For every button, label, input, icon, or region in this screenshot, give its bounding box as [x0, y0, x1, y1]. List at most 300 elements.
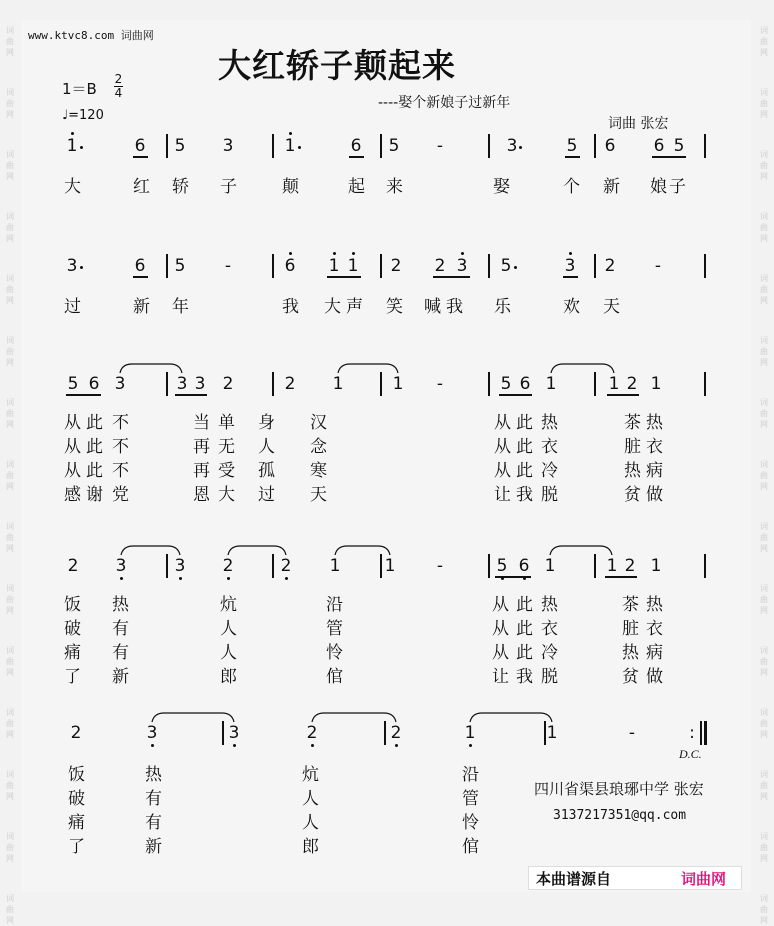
lyric-char: 个 — [563, 177, 580, 196]
eighth-underline — [652, 156, 686, 158]
lyric-char: 从 — [494, 437, 511, 456]
lyric-char: 从 — [492, 619, 509, 638]
lyric-char: 不 — [112, 413, 129, 432]
augmentation-dot — [519, 146, 522, 149]
note: 1 — [606, 556, 618, 576]
note: 1 — [650, 374, 662, 394]
lyric-char: 人 — [302, 813, 319, 832]
lyric-char: 年 — [172, 297, 189, 316]
note: 5 — [500, 374, 512, 394]
watermark-char: 词 — [6, 522, 14, 531]
lyric-char: 此 — [86, 437, 103, 456]
barline — [594, 254, 596, 278]
note: 6 — [284, 256, 296, 276]
note: 1 — [328, 256, 340, 276]
note: 5 — [388, 136, 400, 156]
lyric-char: 子 — [669, 177, 686, 196]
note: 6 — [604, 136, 616, 156]
watermark-char: 曲 — [6, 409, 14, 418]
note: - — [436, 136, 444, 156]
tempo-marking: ♩=120 — [62, 108, 104, 123]
barline — [488, 554, 490, 578]
watermark-char: 词 — [6, 770, 14, 779]
high-octave-dot — [569, 252, 572, 255]
lyric-char: 孤 — [258, 461, 275, 480]
watermark-char: 词 — [6, 584, 14, 593]
lyric-char: 做 — [646, 667, 663, 686]
lyric-char: 衣 — [541, 619, 558, 638]
note: 1 — [332, 374, 344, 394]
lyric-char: 无 — [218, 437, 235, 456]
lyric-char: 倌 — [326, 667, 343, 686]
watermark-char: 曲 — [760, 595, 768, 604]
watermark-char: 网 — [760, 48, 768, 57]
watermark-char: 词 — [6, 150, 14, 159]
barline — [380, 554, 382, 578]
watermark-char: 网 — [760, 668, 768, 677]
note: 5 — [566, 136, 578, 156]
watermark-char: 曲 — [760, 99, 768, 108]
lyric-char: 此 — [86, 413, 103, 432]
lyric-char: 不 — [112, 437, 129, 456]
lyric-char: 脏 — [624, 437, 641, 456]
lyric-char: 冷 — [541, 643, 558, 662]
lyric-char: 茶 — [624, 413, 641, 432]
lyric-char: 管 — [462, 789, 479, 808]
lyric-char: 茶 — [622, 595, 639, 614]
lyric-char: 冷 — [541, 461, 558, 480]
note: 3 — [176, 374, 188, 394]
watermark-char: 词 — [760, 460, 768, 469]
watermark-char: 网 — [760, 854, 768, 863]
low-octave-dot — [285, 577, 288, 580]
watermark-char: 网 — [760, 172, 768, 181]
note: 3 — [564, 256, 576, 276]
watermark-char: 曲 — [6, 595, 14, 604]
song-title: 大红轿子颠起来 — [218, 46, 456, 85]
lyric-char: 脱 — [541, 485, 558, 504]
right-watermark — [754, 0, 774, 925]
lyric-char: 痛 — [64, 643, 81, 662]
lyric-char: 此 — [516, 643, 533, 662]
watermark-char: 曲 — [760, 409, 768, 418]
watermark-char: 词 — [760, 26, 768, 35]
lyric-char: 病 — [646, 461, 663, 480]
note: 2 — [624, 556, 636, 576]
lyric-char: 此 — [516, 461, 533, 480]
watermark-char: 曲 — [760, 161, 768, 170]
watermark-char: 曲 — [6, 657, 14, 666]
note: 1 — [392, 374, 404, 394]
barline — [594, 372, 596, 396]
lyric-char: 当 — [193, 413, 210, 432]
barline — [166, 372, 168, 396]
barline — [272, 254, 274, 278]
lyric-char: 念 — [310, 437, 327, 456]
watermark-char: 词 — [760, 894, 768, 903]
author-email: 3137217351@qq.com — [553, 808, 687, 823]
watermark-char: 曲 — [760, 285, 768, 294]
barline — [544, 721, 546, 745]
lyric-char: 从 — [64, 413, 81, 432]
watermark-char: 曲 — [6, 471, 14, 480]
note: 1 — [545, 374, 557, 394]
watermark-char: 词 — [6, 26, 14, 35]
watermark-char: 词 — [760, 88, 768, 97]
watermark-char: 网 — [760, 234, 768, 243]
note: 2 — [626, 374, 638, 394]
watermark-char: 词 — [6, 894, 14, 903]
eighth-underline — [133, 276, 148, 278]
barline — [704, 372, 706, 396]
note: 1 — [650, 556, 662, 576]
watermark-char: 网 — [6, 668, 14, 677]
barline — [222, 721, 224, 745]
eighth-underline — [563, 276, 578, 278]
note: 3 — [146, 723, 158, 743]
time-top: 2 — [114, 72, 123, 86]
lyric-char: 天 — [603, 297, 620, 316]
watermark-char: 词 — [6, 398, 14, 407]
note: - — [654, 256, 662, 276]
watermark-char: 曲 — [6, 347, 14, 356]
final-barline-thick — [704, 721, 707, 745]
barline — [704, 254, 706, 278]
watermark-char: 曲 — [760, 781, 768, 790]
watermark-char: 词 — [6, 274, 14, 283]
watermark-char: 词 — [6, 460, 14, 469]
note: 3 — [66, 256, 78, 276]
watermark-char: 网 — [6, 420, 14, 429]
note: 1 — [347, 256, 359, 276]
lyric-char: 子 — [220, 177, 237, 196]
lyric-char: 娘 — [650, 177, 667, 196]
lyric-char: 此 — [516, 595, 533, 614]
lyric-char: 感 — [64, 485, 81, 504]
lyric-char: 沿 — [462, 765, 479, 784]
low-octave-dot — [395, 744, 398, 747]
watermark-char: 网 — [6, 296, 14, 305]
lyric-char: 有 — [112, 643, 129, 662]
lyric-char: 脱 — [541, 667, 558, 686]
lyric-char: 再 — [193, 437, 210, 456]
lyric-char: 热 — [145, 765, 162, 784]
lyric-char: 从 — [494, 461, 511, 480]
lyric-char: 人 — [258, 437, 275, 456]
lyric-char: 病 — [646, 643, 663, 662]
lyric-char: 人 — [220, 643, 237, 662]
watermark-char: 词 — [760, 212, 768, 221]
watermark-char: 曲 — [6, 843, 14, 852]
lyric-char: 管 — [326, 619, 343, 638]
watermark-char: 网 — [760, 482, 768, 491]
note: 5 — [67, 374, 79, 394]
lyric-char: 此 — [516, 413, 533, 432]
note: 1 — [384, 556, 396, 576]
lyric-char: 怜 — [462, 813, 479, 832]
watermark-char: 网 — [6, 358, 14, 367]
watermark-char: 曲 — [760, 347, 768, 356]
lyric-char: 郎 — [302, 837, 319, 856]
lyric-char: 郎 — [220, 667, 237, 686]
watermark-char: 曲 — [760, 223, 768, 232]
footer-source: 本曲谱源自 — [536, 870, 612, 888]
barline — [166, 134, 168, 158]
lyric-char: 天 — [310, 485, 327, 504]
lyric-char: 贫 — [624, 485, 641, 504]
barline — [166, 254, 168, 278]
low-octave-dot — [469, 744, 472, 747]
lyric-char: 有 — [145, 789, 162, 808]
watermark-char: 曲 — [6, 223, 14, 232]
watermark-char: 词 — [760, 336, 768, 345]
lyric-char: 新 — [603, 177, 620, 196]
lyric-char: 起 — [348, 177, 365, 196]
lyric-char: 寒 — [310, 461, 327, 480]
note: 1 — [284, 136, 296, 156]
lyric-char: 炕 — [220, 595, 237, 614]
note: 3 — [506, 136, 518, 156]
watermark-char: 词 — [760, 708, 768, 717]
barline — [488, 254, 490, 278]
augmentation-dot — [298, 146, 301, 149]
note: - — [628, 723, 636, 743]
footer-brand[interactable]: 词曲网 — [681, 870, 727, 888]
watermark-char: 词 — [760, 522, 768, 531]
lyric-char: 娶 — [493, 177, 510, 196]
note: 2 — [67, 556, 79, 576]
watermark-char: 网 — [760, 730, 768, 739]
lyric-char: 轿 — [172, 177, 189, 196]
watermark-char: 网 — [760, 792, 768, 801]
lyric-char: 饭 — [64, 595, 81, 614]
eighth-underline — [495, 576, 531, 578]
watermark-char: 网 — [760, 916, 768, 925]
song-subtitle: ----娶个新娘子过新年 — [378, 95, 511, 111]
lyric-char: 此 — [516, 619, 533, 638]
note: 2 — [70, 723, 82, 743]
lyric-char: 我 — [282, 297, 299, 316]
low-octave-dot — [151, 744, 154, 747]
barline — [704, 134, 706, 158]
note: 2 — [284, 374, 296, 394]
lyric-char: 衣 — [646, 437, 663, 456]
note: 3 — [222, 136, 234, 156]
note: 2 — [434, 256, 446, 276]
watermark-char: 词 — [760, 646, 768, 655]
watermark-char: 网 — [6, 48, 14, 57]
note: 1 — [544, 556, 556, 576]
lyric-char: 笑 — [386, 297, 403, 316]
barline — [380, 372, 382, 396]
lyric-char: 人 — [220, 619, 237, 638]
note: 6 — [134, 256, 146, 276]
lyric-char: 从 — [64, 461, 81, 480]
note: 1 — [66, 136, 78, 156]
lyric-char: 饭 — [68, 765, 85, 784]
note: 6 — [134, 136, 146, 156]
lyric-char: 让 — [492, 667, 509, 686]
lyric-char: 沿 — [326, 595, 343, 614]
lyric-char: 党 — [112, 485, 129, 504]
lyric-char: 大 — [64, 177, 81, 196]
lyric-char: 新 — [133, 297, 150, 316]
note: 2 — [604, 256, 616, 276]
watermark-char: 网 — [6, 482, 14, 491]
note: 6 — [518, 556, 530, 576]
lyric-char: 此 — [516, 437, 533, 456]
note: - — [224, 256, 232, 276]
eighth-underline — [433, 276, 470, 278]
note: 6 — [350, 136, 362, 156]
watermark-char: 曲 — [6, 161, 14, 170]
watermark-char: 词 — [760, 274, 768, 283]
eighth-underline — [499, 394, 532, 396]
final-barline-thin — [700, 721, 702, 745]
watermark-char: 网 — [760, 606, 768, 615]
eighth-underline — [327, 276, 361, 278]
time-signature — [114, 73, 123, 100]
lyric-char: 热 — [112, 595, 129, 614]
augmentation-dot — [514, 266, 517, 269]
watermark-char: 词 — [6, 708, 14, 717]
lyric-char: 新 — [145, 837, 162, 856]
note: 2 — [222, 556, 234, 576]
low-octave-dot — [227, 577, 230, 580]
lyric-char: 有 — [145, 813, 162, 832]
watermark-char: 网 — [6, 544, 14, 553]
barline — [380, 134, 382, 158]
note: 6 — [88, 374, 100, 394]
lyric-char: 痛 — [68, 813, 85, 832]
lyric-char: 我 — [516, 667, 533, 686]
watermark-char: 曲 — [760, 905, 768, 914]
eighth-underline — [607, 394, 639, 396]
barline — [594, 554, 596, 578]
watermark-char: 曲 — [6, 781, 14, 790]
barline — [488, 372, 490, 396]
high-octave-dot — [289, 132, 292, 135]
lyric-char: 我 — [516, 485, 533, 504]
barline — [594, 134, 596, 158]
watermark-char: 词 — [6, 832, 14, 841]
lyric-char: 身 — [258, 413, 275, 432]
note: 5 — [174, 256, 186, 276]
lyric-char: 热 — [541, 413, 558, 432]
watermark-char: 网 — [6, 916, 14, 925]
lyric-char: 声 — [346, 297, 363, 316]
note: 2 — [306, 723, 318, 743]
barline — [488, 134, 490, 158]
note: 2 — [390, 723, 402, 743]
augmentation-dot — [80, 146, 83, 149]
score-sheet — [21, 20, 751, 892]
note: : — [689, 723, 695, 743]
lyric-char: 谢 — [86, 485, 103, 504]
watermark-char: 曲 — [760, 843, 768, 852]
barline — [384, 721, 386, 745]
note: 5 — [673, 136, 685, 156]
note: 3 — [456, 256, 468, 276]
lyric-char: 我 — [446, 297, 463, 316]
watermark-char: 曲 — [760, 657, 768, 666]
note: 2 — [390, 256, 402, 276]
watermark-char: 网 — [6, 854, 14, 863]
lyric-char: 欢 — [563, 297, 580, 316]
barline — [380, 254, 382, 278]
watermark-char: 曲 — [6, 905, 14, 914]
eighth-underline — [565, 156, 580, 158]
lyric-char: 过 — [64, 297, 81, 316]
lyric-char: 从 — [492, 643, 509, 662]
note: - — [436, 556, 444, 576]
watermark-char: 曲 — [6, 285, 14, 294]
lyric-char: 破 — [64, 619, 81, 638]
watermark-char: 网 — [760, 296, 768, 305]
eighth-underline — [349, 156, 364, 158]
lyric-char: 大 — [324, 297, 341, 316]
dc-marking: D.C. — [679, 747, 702, 761]
lyric-char: 倌 — [462, 837, 479, 856]
augmentation-dot — [80, 266, 83, 269]
note: 3 — [194, 374, 206, 394]
lyric-char: 热 — [541, 595, 558, 614]
note: 3 — [174, 556, 186, 576]
eighth-underline — [605, 576, 637, 578]
high-octave-dot — [352, 252, 355, 255]
lyric-char: 从 — [492, 595, 509, 614]
lyric-char: 从 — [494, 413, 511, 432]
lyric-char: 有 — [112, 619, 129, 638]
lyric-char: 衣 — [541, 437, 558, 456]
eighth-underline — [66, 394, 101, 396]
watermark-char: 词 — [760, 584, 768, 593]
note: 1 — [464, 723, 476, 743]
note: 2 — [280, 556, 292, 576]
watermark-char: 网 — [6, 792, 14, 801]
lyric-char: 大 — [218, 485, 235, 504]
note: 3 — [228, 723, 240, 743]
watermark-char: 网 — [760, 420, 768, 429]
watermark-char: 曲 — [760, 37, 768, 46]
lyric-char: 热 — [646, 595, 663, 614]
lyric-char: 炕 — [302, 765, 319, 784]
watermark-char: 词 — [760, 398, 768, 407]
note: 6 — [519, 374, 531, 394]
low-octave-dot — [179, 577, 182, 580]
watermark-char: 曲 — [760, 471, 768, 480]
watermark-char: 网 — [760, 544, 768, 553]
lyric-char: 衣 — [646, 619, 663, 638]
barline — [166, 554, 168, 578]
barline — [272, 554, 274, 578]
eighth-underline — [133, 156, 148, 158]
lyric-char: 了 — [64, 667, 81, 686]
lyric-char: 汉 — [310, 413, 327, 432]
note: 1 — [329, 556, 341, 576]
lyric-char: 怜 — [326, 643, 343, 662]
lyric-char: 红 — [133, 177, 150, 196]
note: 5 — [500, 256, 512, 276]
lyric-char: 做 — [646, 485, 663, 504]
lyric-char: 热 — [624, 461, 641, 480]
lyric-char: 不 — [112, 461, 129, 480]
watermark-char: 词 — [6, 212, 14, 221]
author-school: 四川省渠县琅琊中学 张宏 — [534, 780, 704, 798]
lyric-char: 热 — [622, 643, 639, 662]
high-octave-dot — [461, 252, 464, 255]
lyric-char: 热 — [646, 413, 663, 432]
